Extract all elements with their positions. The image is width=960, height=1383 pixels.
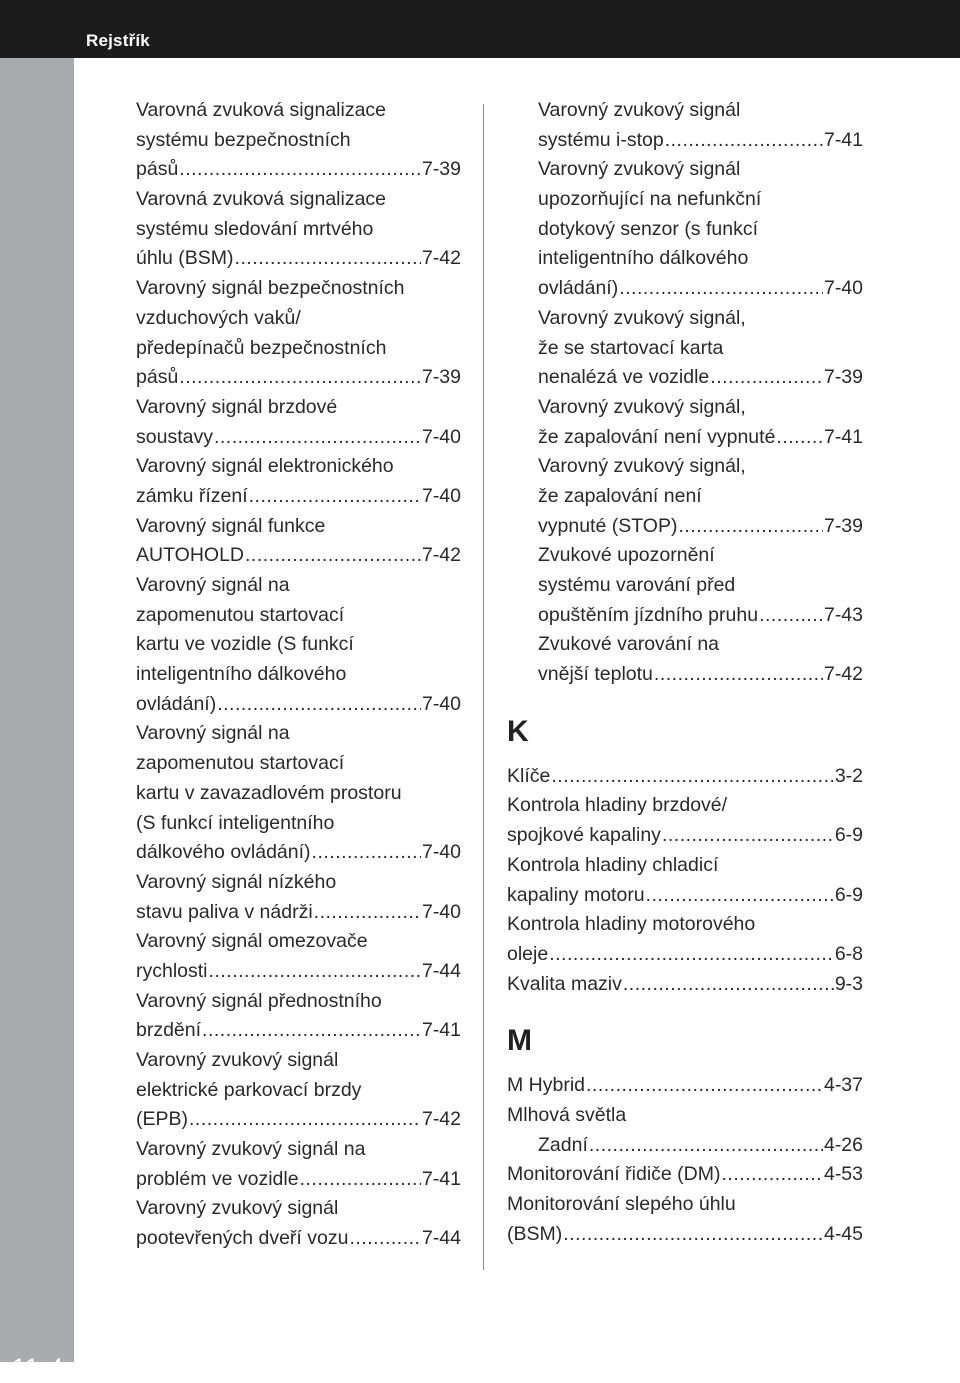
index-column-right [507, 96, 863, 1249]
index-entry-text: Varovný signál bezpečnostních [136, 277, 405, 300]
index-entry [136, 630, 461, 660]
index-entry-text: Varovný signál přednostního [136, 989, 382, 1012]
dot-leader [589, 1131, 823, 1161]
index-entry-page: 7-41 [421, 1167, 461, 1190]
index-entry [507, 244, 863, 274]
header-title: Rejstřík [86, 31, 150, 50]
index-entry [507, 482, 863, 512]
index-entry-text: Varovný signál nízkého [136, 870, 337, 893]
index-entry-text: Varovný zvukový signál, [538, 395, 746, 418]
index-entry [136, 304, 461, 334]
index-entry [136, 749, 461, 779]
section-k-entries [507, 762, 863, 1000]
index-entry [507, 304, 863, 334]
index-entry [136, 1076, 461, 1106]
dot-leader [209, 957, 421, 987]
index-entry [136, 868, 461, 898]
index-entry-text: systému sledování mrtvého [136, 217, 374, 240]
index-entry-text: Varovný signál elektronického [136, 455, 394, 478]
dot-leader [249, 482, 421, 512]
dot-leader [214, 423, 421, 453]
index-entry [507, 363, 863, 393]
index-entry-text: Mlhová světla [507, 1103, 627, 1126]
index-entry-text: Varovný zvukový signál [538, 158, 741, 181]
index-entry [136, 541, 461, 571]
index-entry-page: 4-26 [823, 1133, 863, 1156]
index-entry [507, 630, 863, 660]
index-entry-text: opuštěním jízdního pruhu [538, 603, 759, 626]
index-entry-text: Varovný zvukový signál, [538, 306, 746, 329]
index-entry [507, 910, 863, 940]
index-entry-page: 7-42 [421, 1108, 461, 1131]
index-entry-text: (S funkcí inteligentního [136, 811, 335, 834]
index-entry [507, 334, 863, 364]
index-entry [136, 274, 461, 304]
index-entry [507, 571, 863, 601]
index-entry [507, 393, 863, 423]
dot-leader [312, 838, 421, 868]
index-entry [507, 970, 863, 1000]
index-entry-text: oleje [507, 942, 549, 965]
index-entry [136, 482, 461, 512]
index-entry-text: vzduchových vaků/ [136, 306, 301, 329]
index-entry [136, 185, 461, 215]
index-entry-text: Varovný signál funkce [136, 514, 326, 537]
index-entry [507, 155, 863, 185]
index-entry-page: 7-39 [823, 366, 863, 389]
index-entry-page: 7-39 [421, 366, 461, 389]
index-entry-text: rychlosti [136, 959, 208, 982]
index-entry-text: upozorňující na nefunkční [538, 188, 762, 211]
index-entry-page: 7-41 [823, 128, 863, 151]
index-entry-text: stavu paliva v nádrži [136, 900, 313, 923]
index-entry-text: kartu v zavazadlovém prostoru [136, 781, 402, 804]
index-entry-text: elektrické parkovací brzdy [136, 1078, 362, 1101]
index-entry [507, 452, 863, 482]
index-entry-text: Klíče [507, 764, 551, 787]
index-entry-page: 4-37 [823, 1074, 863, 1097]
dot-leader [189, 1105, 421, 1135]
index-entry-text: Varovný signál brzdové [136, 395, 338, 418]
index-entry-text: Varovný signál omezovače [136, 930, 368, 953]
index-entry-page: 7-39 [421, 158, 461, 181]
index-entry-text: brzdění [136, 1019, 202, 1042]
index-entry [507, 791, 863, 821]
index-entry-text: systému bezpečnostních [136, 128, 351, 151]
index-entry-text: (EPB) [136, 1108, 189, 1131]
index-entry-text: systému varování před [538, 574, 736, 596]
index-entry [136, 987, 461, 1017]
index-entry [507, 185, 863, 215]
continued-entries [507, 96, 863, 690]
index-entry-text: Zvukové varování na [538, 633, 720, 656]
header-bar [0, 0, 960, 58]
index-entry [136, 1016, 461, 1046]
index-entry-text: pásů [136, 366, 179, 389]
index-entry [136, 1046, 461, 1076]
index-entry [507, 1190, 863, 1220]
index-entry-text: úhlu (BSM) [136, 247, 234, 270]
index-entry [507, 762, 863, 792]
index-entry [507, 1101, 863, 1131]
index-entry-page: 7-42 [421, 247, 461, 270]
index-entry [136, 244, 461, 274]
index-entry [507, 541, 863, 571]
index-entry-text: zapomenutou startovací [136, 752, 345, 775]
index-entry [507, 881, 863, 911]
index-entry-text: nenalézá ve vozidle [538, 366, 710, 389]
index-entry-text: Varovný zvukový signál [136, 1049, 339, 1071]
index-entry-text: AUTOHOLD [136, 544, 244, 567]
index-entry-page: 6-8 [834, 942, 863, 965]
index-entry [136, 155, 461, 185]
index-entry-page: 7-44 [421, 959, 461, 982]
dot-leader [662, 821, 834, 851]
index-entry-text: pootevřených dveří vozu [136, 1227, 349, 1250]
index-entry-text: soustavy [136, 425, 213, 448]
index-entry-text: M Hybrid [507, 1074, 586, 1097]
index-entry-text: dotykový senzor (s funkcí [538, 217, 759, 240]
index-entry-text: (BSM) [507, 1222, 563, 1245]
dot-leader [759, 601, 823, 631]
index-entry [136, 363, 461, 393]
index-entry [136, 452, 461, 482]
index-entry [136, 719, 461, 749]
index-entry [507, 1220, 863, 1250]
index-entry-text: Zadní [538, 1133, 588, 1156]
dot-leader [646, 881, 834, 911]
index-entry [507, 851, 863, 881]
index-entry-page: 7-42 [823, 663, 863, 686]
index-entry [136, 779, 461, 809]
index-entry-page: 7-44 [421, 1227, 461, 1250]
index-column-left [136, 96, 461, 1254]
index-entry-page: 3-2 [834, 764, 863, 787]
dot-leader [349, 1224, 421, 1254]
index-entry [136, 96, 461, 126]
index-entry-text: Varovný zvukový signál, [538, 455, 746, 478]
index-entry [136, 809, 461, 839]
dot-leader [678, 512, 823, 542]
index-entry-page: 6-9 [834, 824, 863, 847]
index-entry [507, 1160, 863, 1190]
index-entry [136, 1224, 461, 1254]
column-divider [483, 104, 484, 1270]
index-entry [507, 96, 863, 126]
index-entry [507, 126, 863, 156]
index-entry-text: že zapalování není vypnuté [538, 425, 776, 448]
dot-leader [619, 274, 823, 304]
index-entry [507, 1071, 863, 1101]
section-m-entries [507, 1071, 863, 1249]
index-entry-text: problém ve vozidle [136, 1167, 299, 1190]
index-entry [136, 1194, 461, 1224]
index-entry-text: Varovný zvukový signál [136, 1197, 339, 1220]
index-entry [136, 393, 461, 423]
index-entry-text: předepínačů bezpečnostních [136, 336, 387, 359]
index-entry-text: že se startovací karta [538, 336, 724, 359]
index-entry-text: Monitorování slepého úhlu [507, 1193, 736, 1215]
index-entry-text: Varovný zvukový signál na [136, 1138, 366, 1161]
dot-leader [202, 1016, 421, 1046]
index-entry [136, 334, 461, 364]
index-entry-text: inteligentního dálkového [538, 247, 749, 270]
index-entry-page: 4-45 [823, 1222, 863, 1245]
dot-leader [300, 1165, 421, 1195]
index-entry [136, 512, 461, 542]
index-entry [507, 215, 863, 245]
index-entry-text: inteligentního dálkového [136, 663, 347, 686]
dot-leader [217, 690, 421, 720]
index-entry [507, 512, 863, 542]
index-entry-page: 6-9 [834, 883, 863, 906]
index-entry-text: kapaliny motoru [507, 883, 645, 906]
index-entry-text: Varovný zvukový signál [538, 99, 741, 121]
dot-leader [245, 541, 421, 571]
index-entry-text: Kvalita maziv [507, 972, 622, 995]
index-entry-page: 9-3 [834, 972, 863, 995]
index-entry-text: Zvukové upozornění [538, 544, 715, 567]
index-entry [136, 957, 461, 987]
index-entry-page: 7-43 [823, 603, 863, 626]
index-entry [136, 571, 461, 601]
index-entry-page: 7-41 [823, 425, 863, 448]
index-entry-page: 7-40 [421, 841, 461, 864]
index-entry [507, 601, 863, 631]
index-entry-text: Kontrola hladiny motorového [507, 913, 756, 936]
index-entry [507, 423, 863, 453]
index-entry-text: Varovná zvuková signalizace [136, 99, 387, 121]
index-entry-text: zámku řízení [136, 484, 248, 507]
index-entry-text: Kontrola hladiny brzdové/ [507, 794, 728, 817]
index-entry [507, 660, 863, 690]
dot-leader [710, 363, 823, 393]
index-entry-text: vypnuté (STOP) [538, 514, 678, 537]
index-entry-text: zapomenutou startovací [136, 603, 345, 626]
index-entry-page: 7-42 [421, 544, 461, 567]
dot-leader [654, 660, 823, 690]
index-entry [136, 1105, 461, 1135]
index-entry [136, 601, 461, 631]
dot-leader [179, 363, 421, 393]
index-entry-text: že zapalování není [538, 484, 702, 507]
dot-leader [721, 1160, 822, 1190]
dot-leader [235, 244, 421, 274]
dot-leader [551, 762, 833, 792]
index-entry [136, 898, 461, 928]
dot-leader [623, 970, 834, 1000]
index-entry-text: spojkové kapaliny [507, 824, 661, 847]
index-entry-page: 7-40 [823, 277, 863, 300]
index-entry [136, 927, 461, 957]
dot-leader [586, 1071, 823, 1101]
index-entry-text: ovládání) [136, 692, 217, 715]
index-entry-page: 7-40 [421, 900, 461, 923]
index-entry-page: 7-40 [421, 692, 461, 715]
index-entry [136, 1165, 461, 1195]
index-entry-text: ovládání) [538, 277, 619, 300]
dot-leader [665, 126, 823, 156]
page-number: 11-4 [12, 1354, 65, 1382]
index-entry-page: 7-40 [421, 484, 461, 507]
index-entry [136, 215, 461, 245]
index-entry [136, 690, 461, 720]
index-entry-text: Varovný signál na [136, 722, 290, 745]
index-entry-text: Varovný signál na [136, 574, 290, 596]
index-entry-text: pásů [136, 158, 179, 181]
index-entry-text: kartu ve vozidle (S funkcí [136, 633, 354, 656]
dot-leader [179, 155, 421, 185]
dot-leader [314, 898, 421, 928]
index-entry [136, 423, 461, 453]
index-entry [507, 821, 863, 851]
index-entry [507, 1131, 863, 1161]
dot-leader [776, 423, 823, 453]
side-strip [0, 58, 74, 1382]
index-entry-text: systému i-stop [538, 128, 664, 151]
index-entry [136, 838, 461, 868]
index-entry-text: Varovná zvuková signalizace [136, 188, 387, 211]
section-letter-m: M [507, 1024, 532, 1058]
index-entry [507, 940, 863, 970]
index-entry-page: 7-40 [421, 425, 461, 448]
index-entry [507, 274, 863, 304]
index-entry [136, 660, 461, 690]
index-entry [136, 126, 461, 156]
index-entry [136, 1135, 461, 1165]
index-entry-text: Kontrola hladiny chladicí [507, 853, 719, 876]
index-entry-page: 4-53 [823, 1163, 863, 1186]
dot-leader [549, 940, 834, 970]
index-entry-text: vnější teplotu [538, 663, 653, 686]
section-letter-k: K [507, 714, 529, 748]
index-entry-page: 7-39 [823, 514, 863, 537]
index-entry-text: Monitorování řidiče (DM) [507, 1163, 721, 1186]
index-entry-text: dálkového ovládání) [136, 841, 311, 864]
index-entry-page: 7-41 [421, 1019, 461, 1042]
dot-leader [563, 1220, 823, 1250]
